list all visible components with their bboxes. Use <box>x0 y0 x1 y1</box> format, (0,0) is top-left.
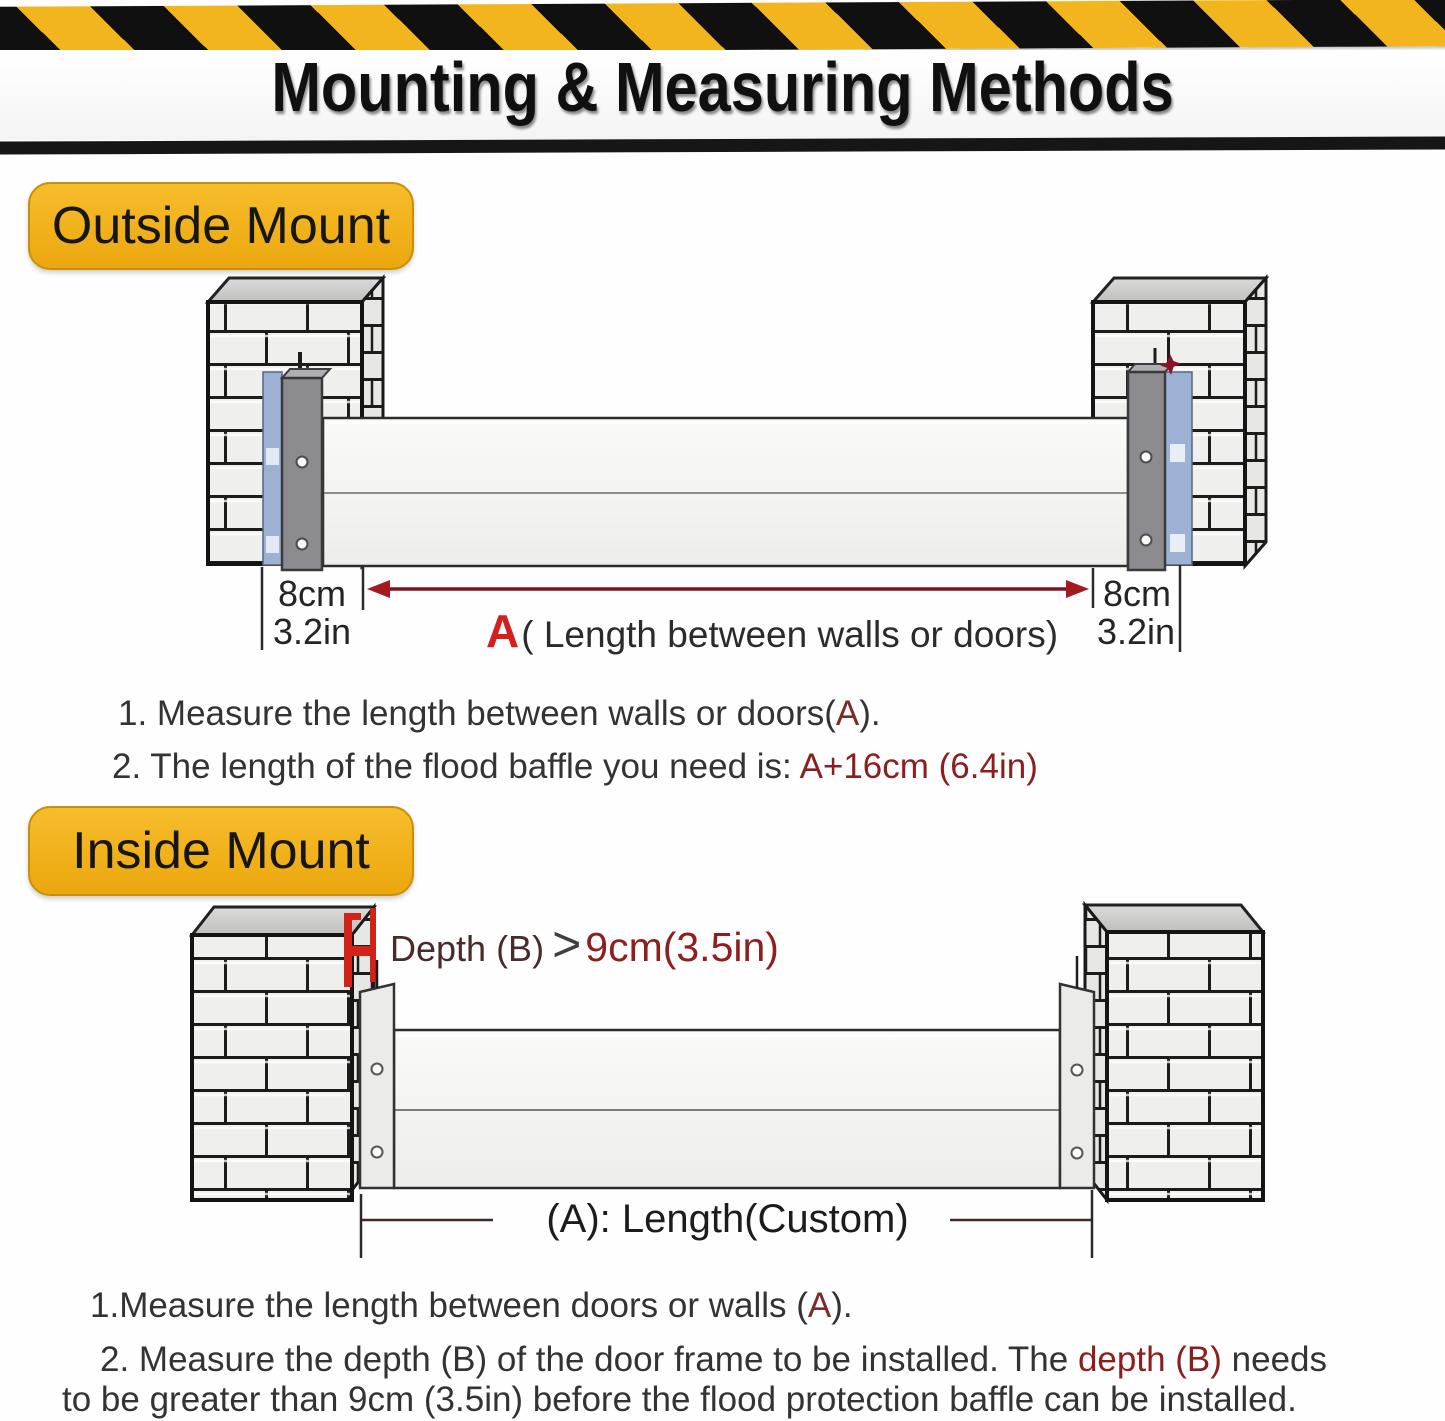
depth-label-pre: Depth (B) <box>390 928 545 969</box>
outside-right-gap-inch: 3.2in <box>1096 611 1176 652</box>
depth-label-value: 9cm(3.5in) <box>585 924 779 970</box>
inside-step-1 <box>90 1286 853 1326</box>
outside-left-gap-inch: 3.2in <box>272 611 352 652</box>
outside-step-2 <box>112 747 1038 787</box>
screw-hole <box>1072 1065 1083 1076</box>
outside-step-1-text: 1. Measure the length between walls or doors( <box>118 694 836 733</box>
inside-step-1-em: A <box>807 1286 832 1325</box>
inside-right-pillar <box>1085 905 1263 1200</box>
outside-step-2-text: 2. The length of the flood baffle you need is: <box>112 747 800 786</box>
left-seal-strip <box>263 372 282 565</box>
inside-right-post <box>1060 984 1094 1188</box>
inside-flood-panel <box>394 1030 1060 1188</box>
span-arrow <box>367 580 1089 598</box>
outside-mount-badge-label: Outside Mount <box>51 197 391 255</box>
outside-step-1-post: ). <box>859 694 881 733</box>
outside-step-2-em: A+16cm (6.4in) <box>799 747 1038 786</box>
outside-right-gap-cm: 8cm <box>1102 573 1171 614</box>
screw-hole <box>297 539 308 550</box>
screw-hole <box>372 1147 383 1158</box>
right-seal-strip <box>1165 372 1192 565</box>
screw-hole <box>1072 1148 1083 1159</box>
span-label-rest: ( Length between walls or doors) <box>521 614 1059 655</box>
inside-mount-badge-label: Inside Mount <box>72 822 370 880</box>
depth-label <box>390 915 779 973</box>
inside-step-2-text: 2. Measure the depth (B) of the door frame to be installed. The <box>100 1340 1078 1379</box>
inside-step-1-text: 1.Measure the length between doors or walls ( <box>90 1286 808 1325</box>
inside-length-label: (A): Length(Custom) <box>546 1197 909 1241</box>
page-title: Mounting & Measuring Methods <box>271 48 1174 126</box>
screw-hole <box>1141 452 1152 463</box>
inside-left-post <box>360 984 394 1188</box>
inside-step-2-em: depth (B) <box>1077 1340 1222 1379</box>
inside-step-2-line-1 <box>100 1340 1327 1380</box>
outside-step-1 <box>118 694 881 734</box>
inside-step-2-line-2 <box>62 1380 1297 1420</box>
outside-left-gap-cm: 8cm <box>277 573 346 614</box>
inside-step-1-post: ). <box>831 1286 853 1325</box>
outside-right-post <box>1128 364 1172 570</box>
screw-hole <box>372 1064 383 1075</box>
depth-label-gt: > <box>552 916 582 972</box>
outside-step-1-em: A <box>835 694 860 733</box>
screw-hole <box>1141 535 1152 546</box>
outside-left-post <box>282 369 330 570</box>
span-label-a: A <box>486 605 520 657</box>
outside-flood-panel <box>323 418 1128 566</box>
screw-hole <box>297 457 308 468</box>
inside-step-2-line-2-text: to be greater than 9cm (3.5in) before the flood protection baffle can be installed. <box>62 1380 1297 1419</box>
outside-span-label <box>486 604 1058 658</box>
inside-step-2-post: needs <box>1221 1340 1328 1379</box>
